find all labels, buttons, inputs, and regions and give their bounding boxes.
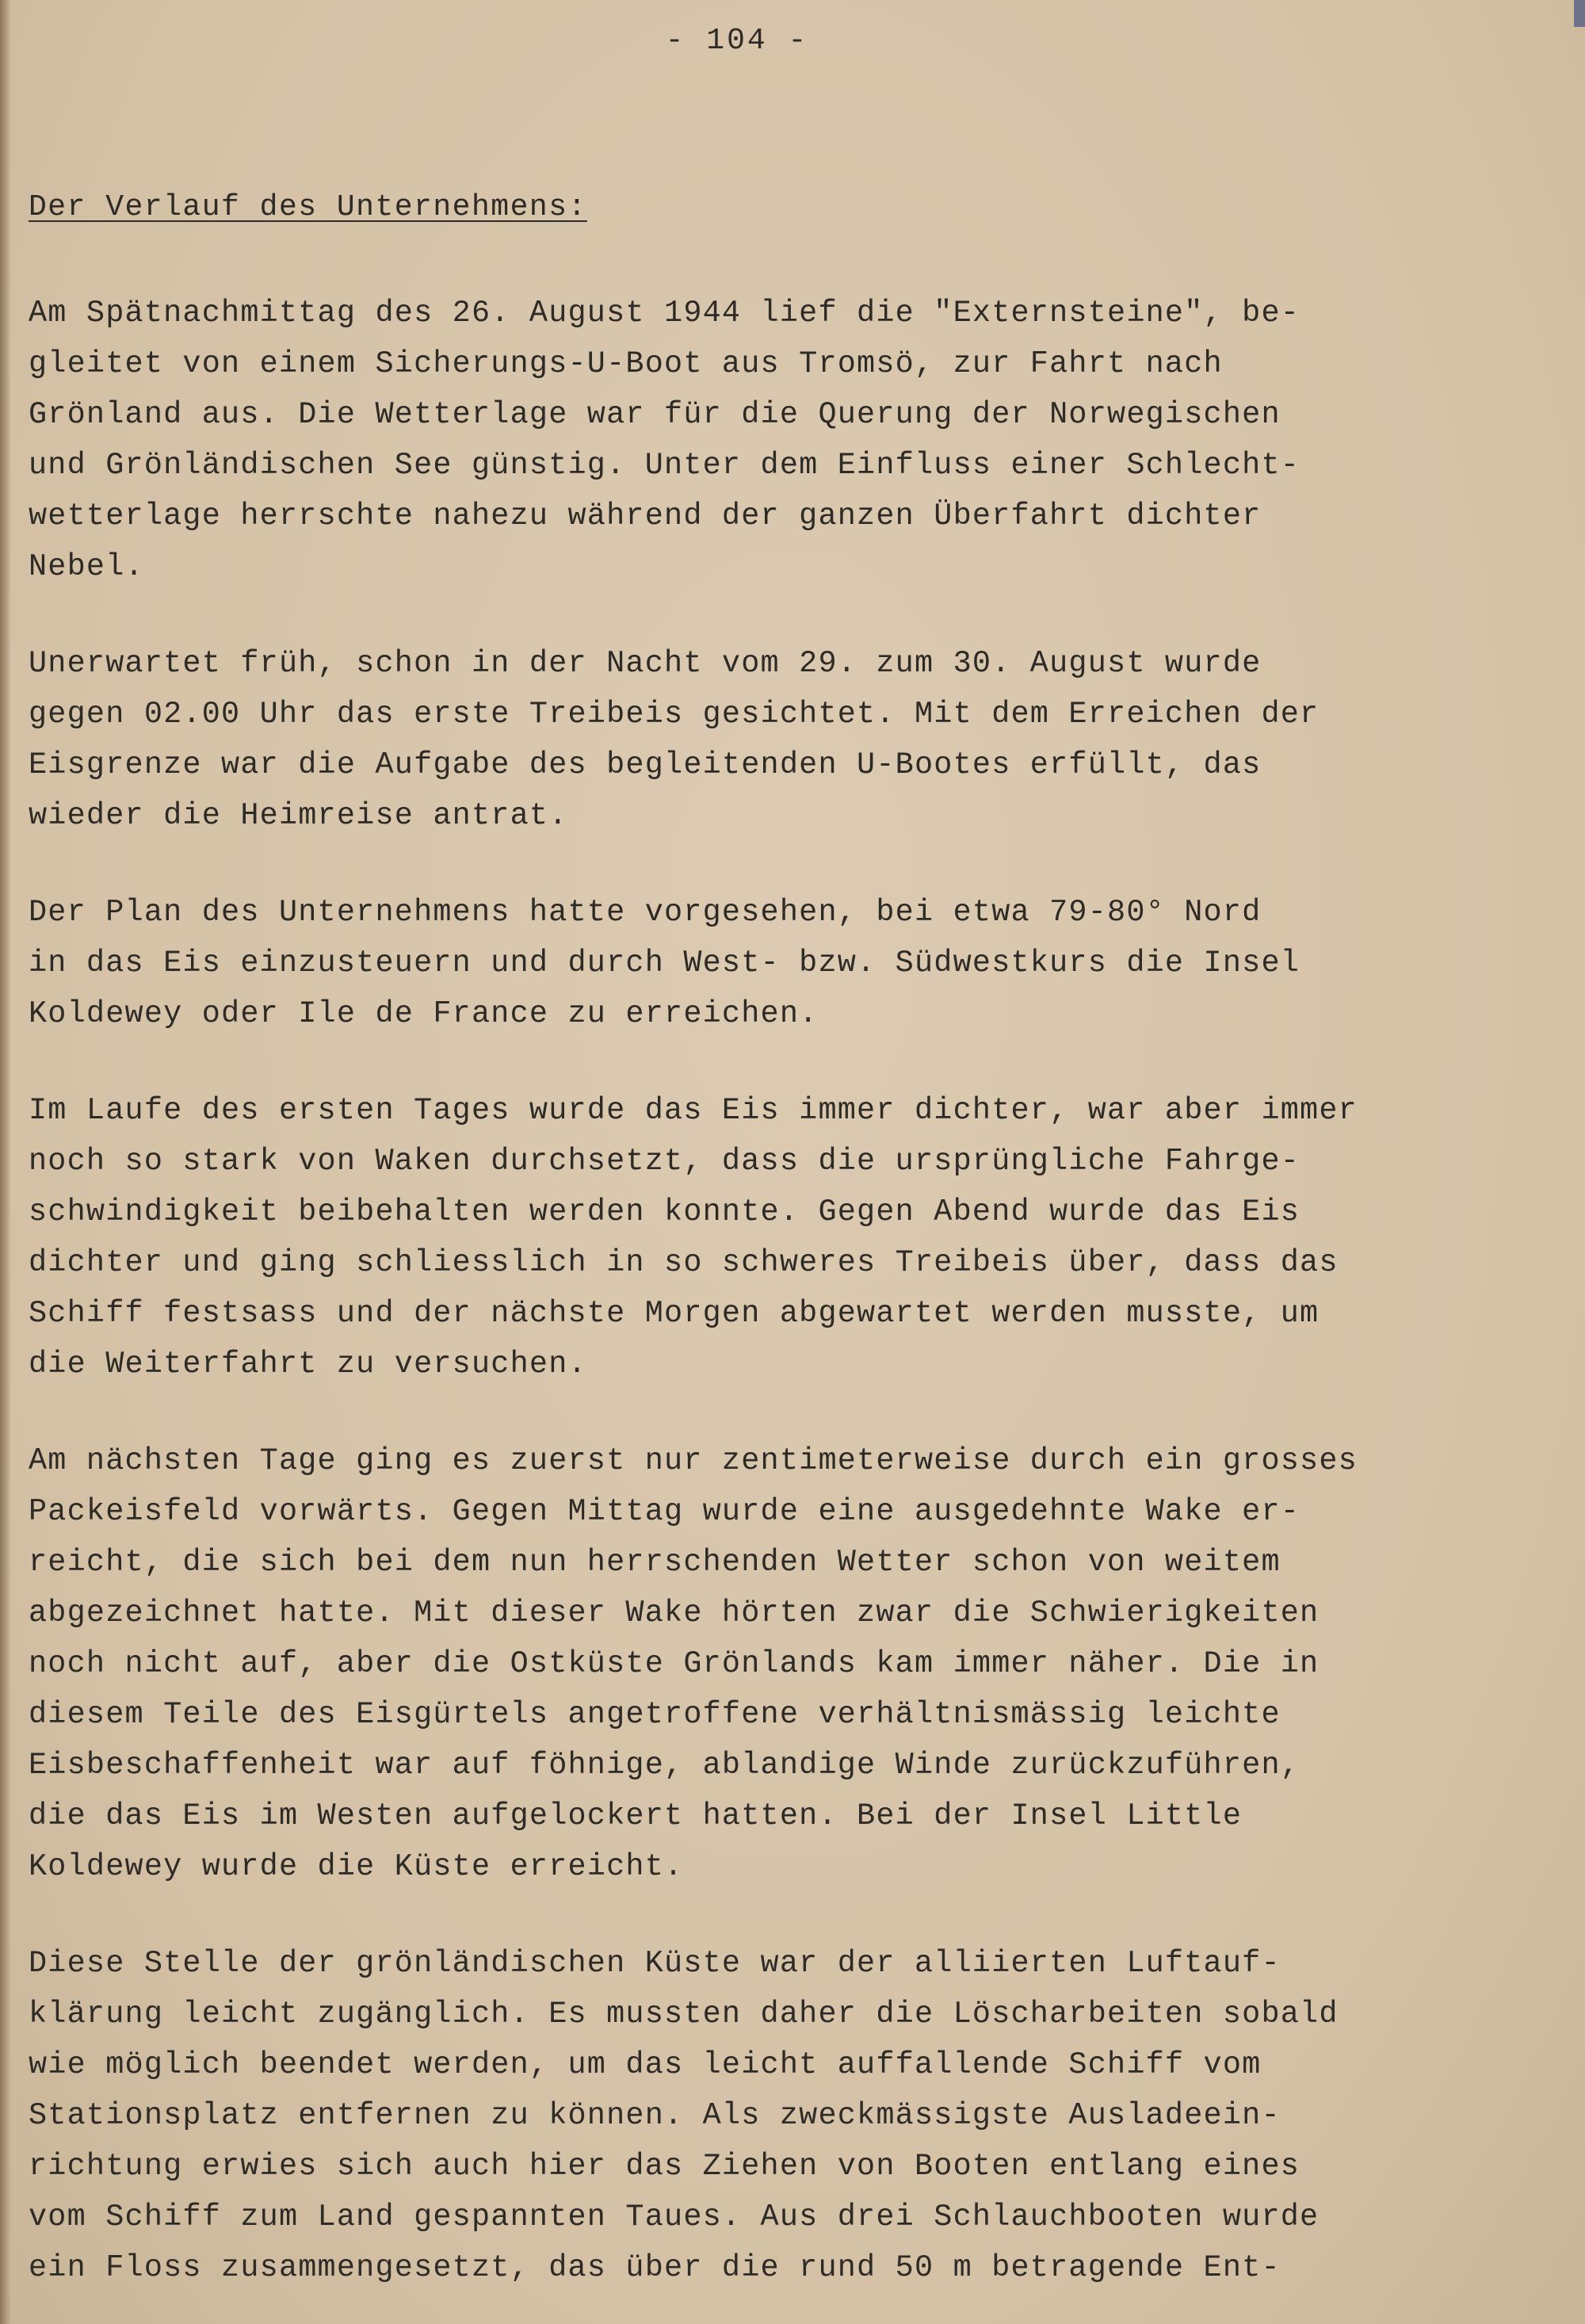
text-line: abgezeichnet hatte. Mit dieser Wake hörten zwar die Schwierigkeiten [29,1596,1320,1630]
text-line: Stationsplatz entfernen zu können. Als zweckmässigste Ausladeein- [29,2098,1281,2133]
paragraph [29,1085,1479,1389]
text-line: Diese Stelle der grönländischen Küste war der alliierten Luftauf- [29,1946,1281,1981]
text-line: wieder die Heimreise antrat. [29,798,568,833]
binding-edge [0,0,11,2324]
paragraphs [29,288,1479,2293]
text-line: Grönland aus. Die Wetterlage war für die Querung der Norwegischen [29,397,1281,432]
corner-tab [1574,0,1585,27]
text-line: Schiff festsass und der nächste Morgen abgewartet werden musste, um [29,1296,1320,1331]
text-line: die Weiterfahrt zu versuchen. [29,1347,587,1382]
text-line: ein Floss zusammengesetzt, das über die rund 50 m betragende Ent- [29,2250,1281,2285]
text-line: Koldewey oder Ile de France zu erreichen. [29,996,819,1031]
text-line: schwindigkeit beibehalten werden konnte. Gegen Abend wurde das Eis [29,1194,1300,1229]
text-line: Eisbeschaffenheit war auf föhnige, ablandige Winde zurückzuführen, [29,1748,1300,1783]
text-line: wie möglich beendet werden, um das leicht auffallende Schiff vom [29,2047,1262,2082]
text-line: Nebel. [29,549,144,584]
page-number: - 104 - [665,24,809,58]
text-line: die das Eis im Westen aufgelockert hatten. Bei der Insel Little [29,1798,1243,1833]
section-heading: Der Verlauf des Unternehmens: [29,190,587,224]
text-line: dichter und ging schliesslich in so schweres Treibeis über, dass das [29,1245,1339,1280]
text-line: Unerwartet früh, schon in der Nacht vom 29. zum 30. August wurde [29,646,1262,681]
text-line: Eisgrenze war die Aufgabe des begleitenden U-Bootes erfüllt, das [29,747,1262,782]
text-line: reicht, die sich bei dem nun herrschenden Wetter schon von weitem [29,1545,1281,1580]
document-body [29,190,1479,2324]
text-line: wetterlage herrschte nahezu während der ganzen Überfahrt dichter [29,499,1262,533]
text-line: und Grönländischen See günstig. Unter dem Einfluss einer Schlecht- [29,448,1300,483]
text-line: noch nicht auf, aber die Ostküste Grönlands kam immer näher. Die in [29,1646,1320,1681]
text-line: noch so stark von Waken durchsetzt, dass die ursprüngliche Fahrge- [29,1144,1300,1179]
text-line: klärung leicht zugänglich. Es mussten daher die Löscharbeiten sobald [29,1997,1339,2032]
text-line: gegen 02.00 Uhr das erste Treibeis gesichtet. Mit dem Erreichen der [29,697,1320,732]
paragraph [29,638,1479,841]
text-line: Packeisfeld vorwärts. Gegen Mittag wurde eine ausgedehnte Wake er- [29,1494,1300,1529]
text-line: richtung erwies sich auch hier das Ziehen von Booten entlang eines [29,2149,1300,2184]
paragraph [29,288,1479,592]
text-line: vom Schiff zum Land gespannten Taues. Aus drei Schlauchbooten wurde [29,2200,1320,2234]
text-line: diesem Teile des Eisgürtels angetroffene verhältnismässig leichte [29,1697,1281,1732]
text-line: Am Spätnachmittag des 26. August 1944 lief die "Externsteine", be- [29,296,1300,331]
text-line: Koldewey wurde die Küste erreicht. [29,1849,684,1884]
paragraph [29,1435,1479,1892]
text-line: Im Laufe des ersten Tages wurde das Eis immer dichter, war aber immer [29,1093,1358,1128]
text-line: gleitet von einem Sicherungs-U-Boot aus Tromsö, zur Fahrt nach [29,346,1223,381]
paragraph [29,887,1479,1039]
paragraph [29,1938,1479,2293]
text-line: Am nächsten Tage ging es zuerst nur zentimeterweise durch ein grosses [29,1443,1358,1478]
text-line: Der Plan des Unternehmens hatte vorgesehen, bei etwa 79-80° Nord [29,895,1262,930]
text-line: in das Eis einzusteuern und durch West- bzw. Südwestkurs die Insel [29,946,1300,980]
